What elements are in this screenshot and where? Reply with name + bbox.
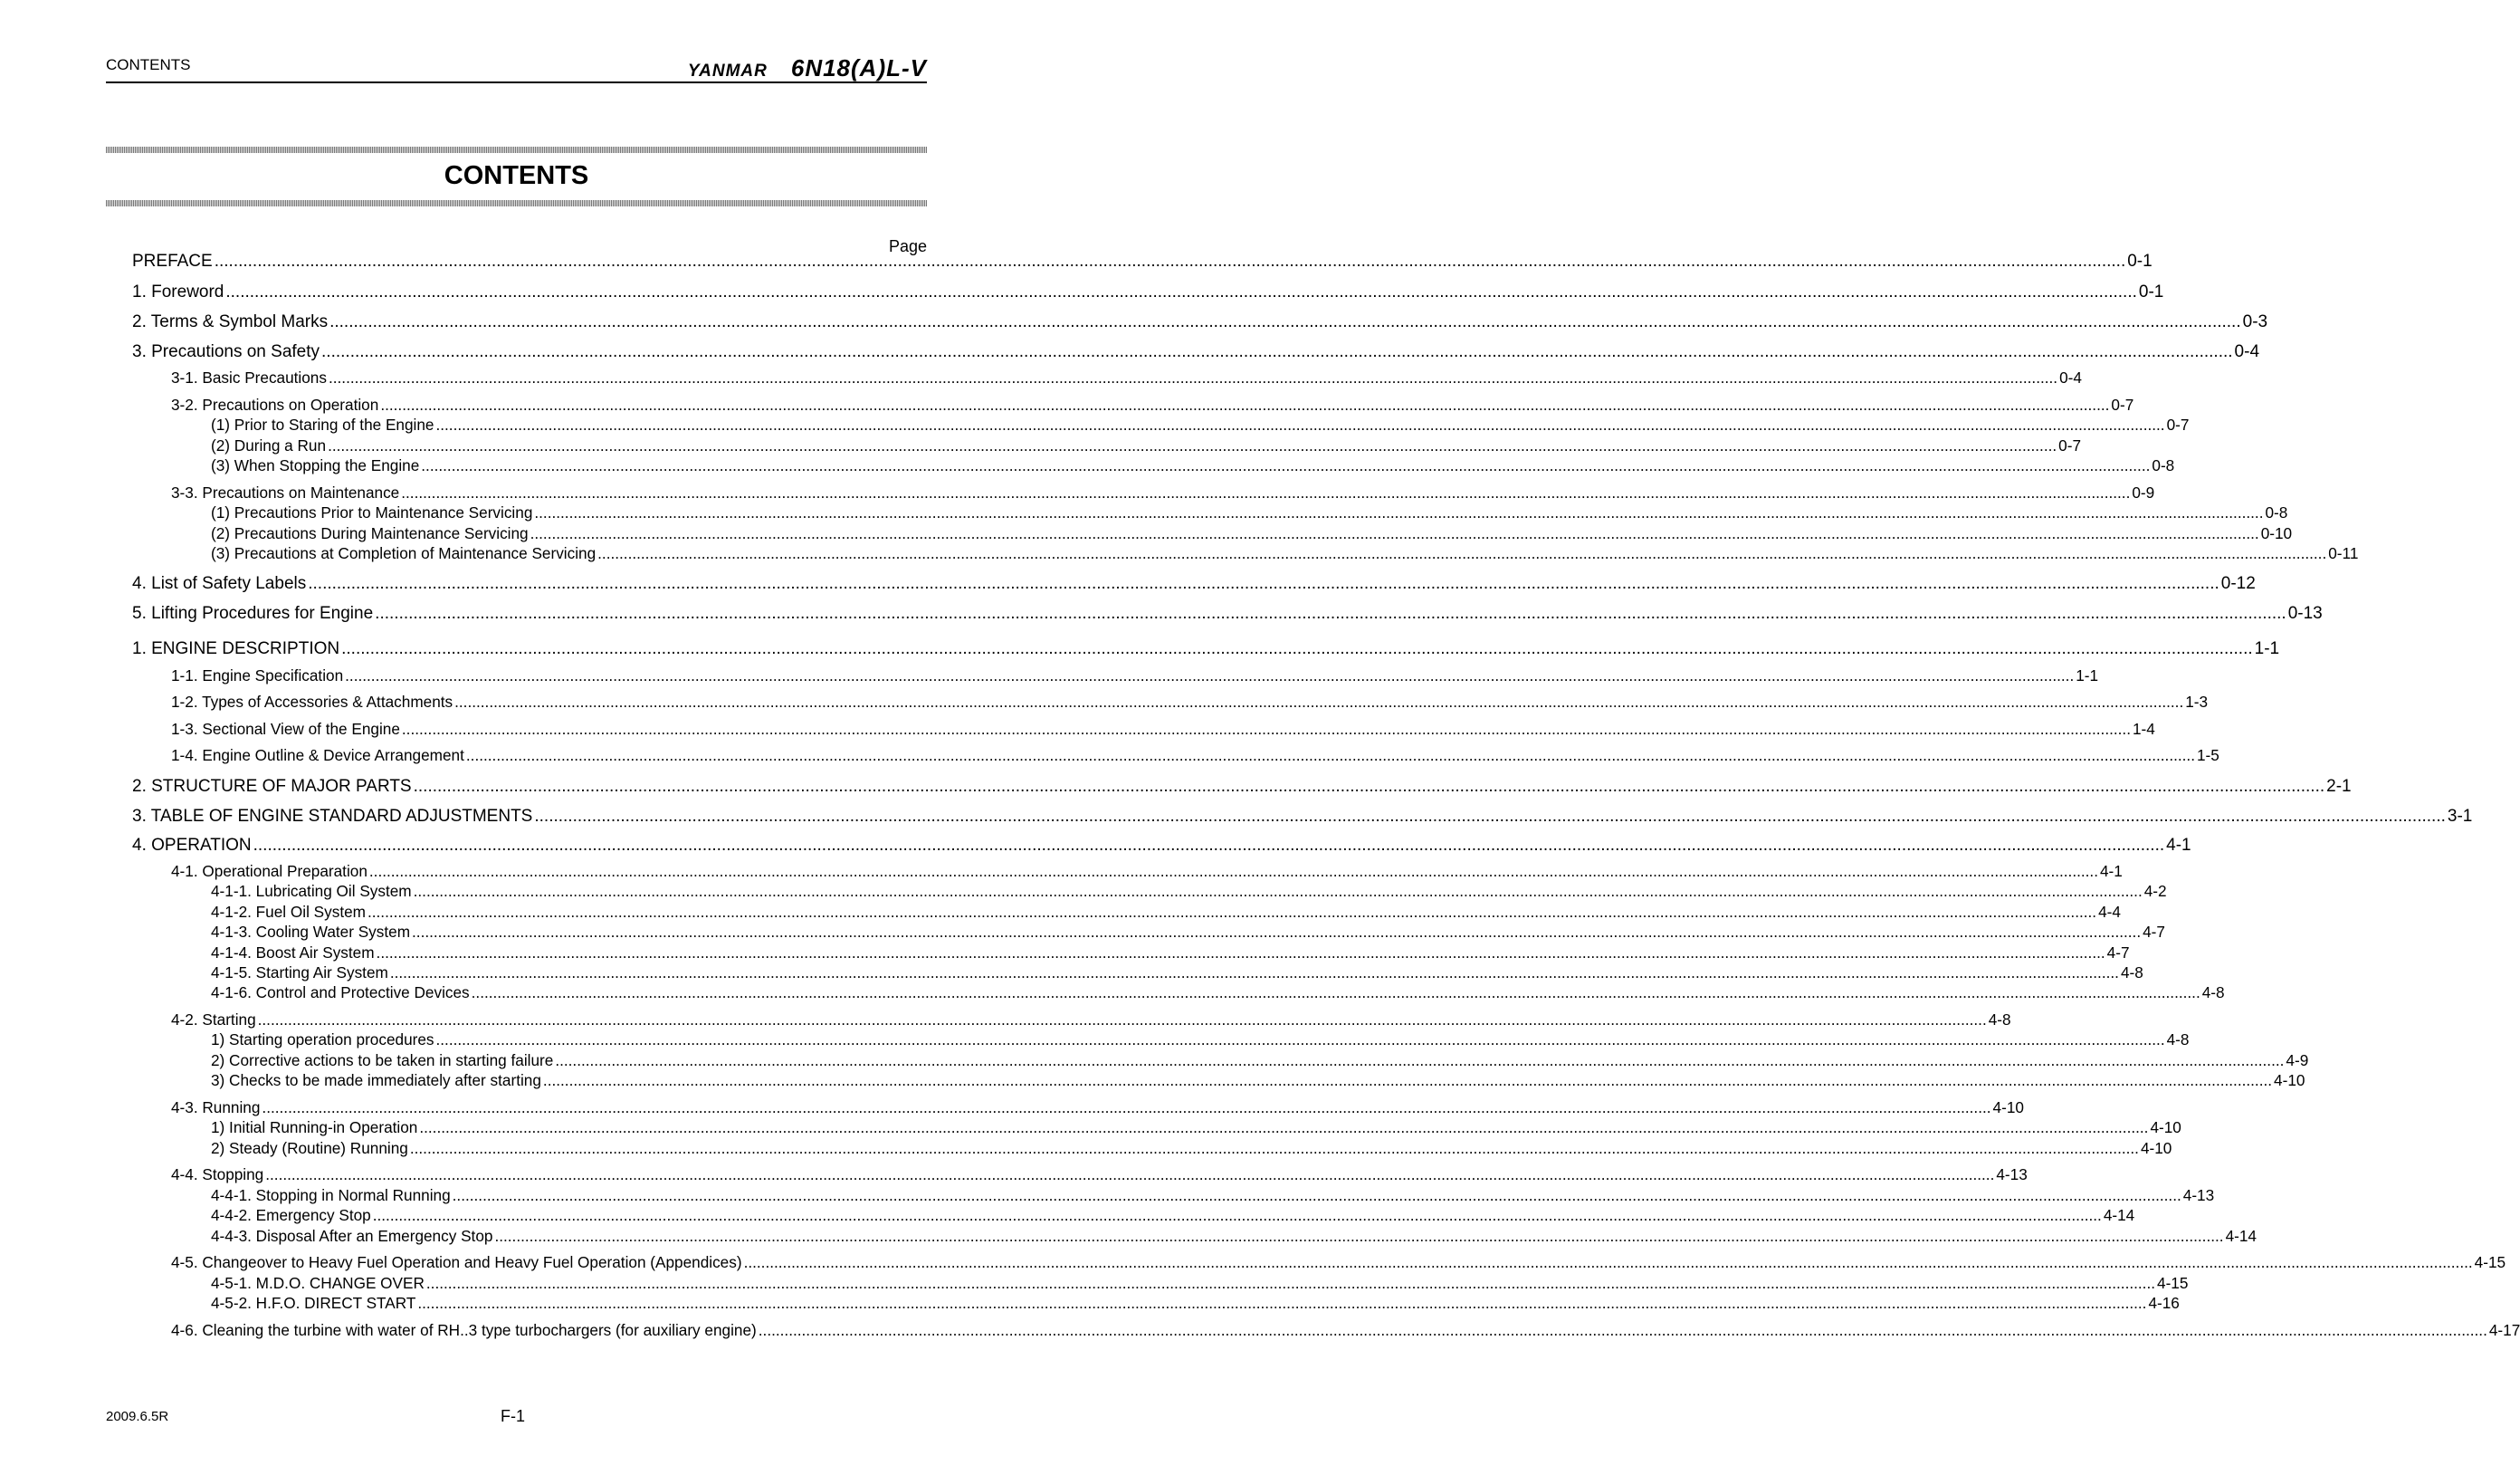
toc-dot-leader: ................................................................................................................................................................................................................................................................................................................................................................................................................ bbox=[389, 963, 2119, 981]
toc-entry bbox=[171, 1010, 2011, 1029]
brand-logo: YANMAR bbox=[687, 62, 768, 81]
toc-dot-leader: ................................................................................................................................................................................................................................................................................................................................................................................................................ bbox=[413, 777, 2325, 796]
toc-entry-title: (2) During a Run bbox=[211, 436, 327, 455]
toc-dot-leader: ................................................................................................................................................................................................................................................................................................................................................................................................................ bbox=[376, 943, 2105, 962]
header-branding bbox=[688, 54, 927, 82]
toc-entry-page: 0-3 bbox=[2242, 312, 2268, 331]
toc-entry-title: 4-4-1. Stopping in Normal Running bbox=[211, 1186, 451, 1204]
toc-entry bbox=[132, 312, 2268, 333]
toc-dot-leader: ................................................................................................................................................................................................................................................................................................................................................................................................................ bbox=[425, 1274, 2156, 1292]
toc-entry bbox=[211, 923, 2165, 942]
toc-dot-leader: ................................................................................................................................................................................................................................................................................................................................................................................................................ bbox=[597, 544, 2327, 562]
toc-entry bbox=[171, 1165, 2028, 1184]
toc-entry bbox=[132, 836, 2191, 857]
toc-entry bbox=[132, 777, 2352, 798]
toc-dot-leader: ................................................................................................................................................................................................................................................................................................................................................................................................................ bbox=[214, 252, 2126, 271]
toc-entry-page: 0-7 bbox=[2111, 396, 2134, 414]
toc-dot-leader: ................................................................................................................................................................................................................................................................................................................................................................................................................ bbox=[413, 882, 2143, 900]
toc-entry-title: 2) Corrective actions to be taken in starting failure bbox=[211, 1051, 554, 1069]
toc-dot-leader: ................................................................................................................................................................................................................................................................................................................................................................................................................ bbox=[555, 1051, 2285, 1069]
toc-dot-leader: ................................................................................................................................................................................................................................................................................................................................................................................................................ bbox=[375, 604, 2286, 623]
toc-entry-page: 4-13 bbox=[2182, 1186, 2215, 1204]
toc-entry-page: 0-11 bbox=[2328, 544, 2359, 562]
toc-entry-page: 4-9 bbox=[2286, 1051, 2309, 1069]
toc-entry bbox=[211, 544, 2359, 563]
toc-dot-leader: ................................................................................................................................................................................................................................................................................................................................................................................................................ bbox=[372, 1206, 2102, 1224]
toc-entry-title: 1-4. Engine Outline & Device Arrangement bbox=[171, 746, 464, 764]
toc-entry-title: 4-5-1. M.D.O. CHANGE OVER bbox=[211, 1274, 425, 1292]
toc-dot-leader: ................................................................................................................................................................................................................................................................................................................................................................................................................ bbox=[542, 1071, 2273, 1089]
toc-entry-page: 4-8 bbox=[2166, 1030, 2190, 1048]
toc-entry-page: 4-8 bbox=[1988, 1010, 2011, 1029]
toc-dot-leader: ................................................................................................................................................................................................................................................................................................................................................................................................................ bbox=[380, 396, 2110, 414]
toc-dot-leader: ................................................................................................................................................................................................................................................................................................................................................................................................................ bbox=[368, 862, 2098, 880]
toc-entry bbox=[171, 693, 2209, 712]
toc-entry-title: 4-1-3. Cooling Water System bbox=[211, 923, 411, 941]
toc-entry bbox=[171, 720, 2155, 739]
toc-entry-title: (1) Precautions Prior to Maintenance Servicing bbox=[211, 503, 533, 522]
toc-entry bbox=[132, 807, 2473, 828]
toc-dot-leader: ................................................................................................................................................................................................................................................................................................................................................................................................................ bbox=[401, 720, 2131, 738]
toc-dot-leader: ................................................................................................................................................................................................................................................................................................................................................................................................................ bbox=[465, 746, 2195, 764]
toc-entry-page: 1-5 bbox=[2197, 746, 2219, 764]
toc-dot-leader: ................................................................................................................................................................................................................................................................................................................................................................................................................ bbox=[421, 456, 2151, 474]
toc-dot-leader: ................................................................................................................................................................................................................................................................................................................................................................................................................ bbox=[454, 693, 2184, 711]
toc-entry bbox=[211, 1186, 2215, 1205]
toc-entry-title: 4-6. Cleaning the turbine with water of RH..3 type turbochargers (for auxiliary engine) bbox=[171, 1321, 757, 1339]
toc-dot-leader: ................................................................................................................................................................................................................................................................................................................................................................................................................ bbox=[409, 1139, 2139, 1157]
toc-entry-page: 0-12 bbox=[2220, 574, 2256, 593]
toc-entry bbox=[211, 436, 2082, 455]
toc-dot-leader: ................................................................................................................................................................................................................................................................................................................................................................................................................ bbox=[743, 1253, 2473, 1271]
toc-entry-page: 2-1 bbox=[2326, 777, 2352, 796]
toc-entry-title: (3) When Stopping the Engine bbox=[211, 456, 420, 474]
toc-entry bbox=[211, 1227, 2257, 1246]
toc-dot-leader: ................................................................................................................................................................................................................................................................................................................................................................................................................ bbox=[321, 342, 2233, 361]
toc-entry bbox=[211, 943, 2130, 962]
model-name: 6N18(A)L-V bbox=[790, 54, 927, 81]
toc-entry-title: 4-1-2. Fuel Oil System bbox=[211, 903, 366, 921]
toc-entry-page: 4-7 bbox=[2143, 923, 2165, 941]
toc-entry bbox=[132, 342, 2260, 363]
toc-dot-leader: ................................................................................................................................................................................................................................................................................................................................................................................................................ bbox=[452, 1186, 2181, 1204]
toc-entry-page: 4-10 bbox=[2140, 1139, 2172, 1157]
toc-dot-leader: ................................................................................................................................................................................................................................................................................................................................................................................................................ bbox=[308, 574, 2219, 593]
toc-entry-page: 4-15 bbox=[2474, 1253, 2506, 1271]
toc-entry bbox=[211, 963, 2143, 982]
toc-entry bbox=[171, 369, 2082, 388]
toc-entry bbox=[211, 524, 2293, 543]
toc-dot-leader: ................................................................................................................................................................................................................................................................................................................................................................................................................ bbox=[253, 836, 2165, 855]
toc-entry-page: 4-10 bbox=[2150, 1118, 2181, 1136]
toc-entry-title: 4-5-2. H.F.O. DIRECT START bbox=[211, 1294, 416, 1312]
toc-entry-title: (1) Prior to Staring of the Engine bbox=[211, 416, 434, 434]
toc-entry-title: 4-1-4. Boost Air System bbox=[211, 943, 375, 962]
toc-entry bbox=[211, 1051, 2309, 1070]
toc-entry-page: 4-8 bbox=[2201, 983, 2225, 1001]
toc-entry bbox=[132, 604, 2323, 625]
toc-entry-title: 4. List of Safety Labels bbox=[132, 574, 307, 593]
toc-entry-title: 4-1. Operational Preparation bbox=[171, 862, 368, 880]
toc-dot-leader: ................................................................................................................................................................................................................................................................................................................................................................................................................ bbox=[534, 503, 2264, 522]
toc-entry-title: 1-2. Types of Accessories & Attachments bbox=[171, 693, 453, 711]
toc-entry bbox=[132, 282, 2164, 303]
toc-entry-title: 2) Steady (Routine) Running bbox=[211, 1139, 408, 1157]
toc-dot-leader: ................................................................................................................................................................................................................................................................................................................................................................................................................ bbox=[341, 639, 2253, 658]
toc-dot-leader: ................................................................................................................................................................................................................................................................................................................................................................................................................ bbox=[345, 666, 2075, 685]
toc-dot-leader: ................................................................................................................................................................................................................................................................................................................................................................................................................ bbox=[758, 1321, 2487, 1339]
toc-entry-page: 0-4 bbox=[2234, 342, 2260, 361]
toc-entry-title: 3. Precautions on Safety bbox=[132, 342, 320, 361]
toc-entry-page: 4-8 bbox=[2120, 963, 2143, 981]
toc-entry-page: 4-4 bbox=[2098, 903, 2121, 921]
toc-entry-title: 1-3. Sectional View of the Engine bbox=[171, 720, 400, 738]
toc-entry bbox=[171, 746, 2219, 765]
toc-entry-page: 4-10 bbox=[1992, 1098, 2024, 1116]
toc-entry-page: 4-2 bbox=[2143, 882, 2167, 900]
toc-dot-leader: ................................................................................................................................................................................................................................................................................................................................................................................................................ bbox=[417, 1294, 2147, 1312]
toc-entry-title: 3-1. Basic Precautions bbox=[171, 369, 327, 387]
toc-entry-title: 2. Terms & Symbol Marks bbox=[132, 312, 329, 331]
toc-dot-leader: ................................................................................................................................................................................................................................................................................................................................................................................................................ bbox=[412, 923, 2142, 941]
toc-entry bbox=[211, 903, 2121, 922]
toc-dot-leader: ................................................................................................................................................................................................................................................................................................................................................................................................................ bbox=[534, 807, 2446, 826]
page-column-label: Page bbox=[888, 237, 927, 255]
toc-entry-page: 4-17 bbox=[2488, 1321, 2520, 1339]
toc-dot-leader: ................................................................................................................................................................................................................................................................................................................................................................................................................ bbox=[262, 1098, 1991, 1116]
toc-entry bbox=[171, 1253, 2506, 1272]
toc-entry-page: 1-1 bbox=[2076, 666, 2099, 685]
toc-entry-title: 1. Foreword bbox=[132, 282, 224, 302]
toc-entry-page: 4-1 bbox=[2166, 836, 2191, 855]
toc-entry-title: 4-5. Changeover to Heavy Fuel Operation and Heavy Fuel Operation (Appendices) bbox=[171, 1253, 742, 1271]
toc-entry bbox=[211, 882, 2167, 901]
toc-entry-page: 1-1 bbox=[2254, 639, 2280, 658]
toc-entry-title: 4-1-1. Lubricating Oil System bbox=[211, 882, 412, 900]
toc-dot-leader: ................................................................................................................................................................................................................................................................................................................................................................................................................ bbox=[257, 1010, 1987, 1029]
toc-entry bbox=[211, 503, 2288, 522]
toc-entry-title: PREFACE bbox=[132, 252, 213, 271]
toc-entry bbox=[132, 252, 2152, 273]
toc-entry-title: 1-1. Engine Specification bbox=[171, 666, 344, 685]
toc-dot-leader: ................................................................................................................................................................................................................................................................................................................................................................................................................ bbox=[471, 983, 2200, 1001]
toc-dot-leader: ................................................................................................................................................................................................................................................................................................................................................................................................................ bbox=[419, 1118, 2149, 1136]
toc-dot-leader: ................................................................................................................................................................................................................................................................................................................................................................................................................ bbox=[494, 1227, 2224, 1245]
toc-entry-title: 4-3. Running bbox=[171, 1098, 261, 1116]
toc-entry-page: 0-9 bbox=[2132, 484, 2155, 502]
toc-entry bbox=[171, 666, 2099, 685]
toc-entry bbox=[171, 862, 2123, 881]
toc-entry-page: 1-3 bbox=[2185, 693, 2209, 711]
toc-dot-leader: ................................................................................................................................................................................................................................................................................................................................................................................................................ bbox=[435, 416, 2165, 434]
toc-entry-title: 4-4-2. Emergency Stop bbox=[211, 1206, 371, 1224]
toc-entry bbox=[171, 1098, 2024, 1117]
toc-entry-page: 4-13 bbox=[1996, 1165, 2028, 1183]
title-rule-top bbox=[106, 147, 927, 153]
toc-entry-page: 1-4 bbox=[2133, 720, 2155, 738]
toc-entry-page: 0-4 bbox=[2059, 369, 2082, 387]
toc-entry-title: 4-1-6. Control and Protective Devices bbox=[211, 983, 470, 1001]
toc-entry-page: 4-16 bbox=[2148, 1294, 2180, 1312]
toc-entry bbox=[171, 484, 2155, 503]
toc-entry-page: 0-13 bbox=[2287, 604, 2323, 623]
toc-entry bbox=[211, 983, 2225, 1002]
toc-dot-leader: ................................................................................................................................................................................................................................................................................................................................................................................................................ bbox=[328, 436, 2057, 455]
toc-entry-title: (2) Precautions During Maintenance Servicing bbox=[211, 524, 529, 542]
toc-entry bbox=[171, 396, 2134, 415]
toc-entry bbox=[132, 574, 2256, 595]
toc-entry bbox=[211, 1274, 2189, 1293]
header-section-label: CONTENTS bbox=[106, 56, 191, 73]
toc-entry-title: 4-4. Stopping bbox=[171, 1165, 264, 1183]
toc-entry-title: 3) Checks to be made immediately after starting bbox=[211, 1071, 541, 1089]
toc-entry-title: (3) Precautions at Completion of Maintenance Servicing bbox=[211, 544, 597, 562]
toc-entry bbox=[211, 1206, 2135, 1225]
toc-dot-leader: ................................................................................................................................................................................................................................................................................................................................................................................................................ bbox=[329, 312, 2241, 331]
toc-entry-page: 3-1 bbox=[2447, 807, 2473, 826]
toc-entry bbox=[171, 1321, 2520, 1340]
toc-entry-page: 4-15 bbox=[2157, 1274, 2189, 1292]
toc-entry-page: 0-1 bbox=[2127, 252, 2152, 271]
toc-entry bbox=[132, 639, 2280, 660]
toc-entry-page: 4-14 bbox=[2225, 1227, 2257, 1245]
toc-dot-leader: ................................................................................................................................................................................................................................................................................................................................................................................................................ bbox=[401, 484, 2131, 502]
toc-entry-page: 0-7 bbox=[2058, 436, 2082, 455]
toc-entry-title: 1) Starting operation procedures bbox=[211, 1030, 434, 1048]
toc-entry-page: 4-10 bbox=[2274, 1071, 2305, 1089]
toc-entry-title: 3. TABLE OF ENGINE STANDARD ADJUSTMENTS bbox=[132, 807, 533, 826]
toc-entry bbox=[211, 1118, 2181, 1137]
toc-entry-title: 3-2. Precautions on Operation bbox=[171, 396, 379, 414]
toc-entry bbox=[211, 1139, 2172, 1158]
toc-entry-title: 1) Initial Running-in Operation bbox=[211, 1118, 418, 1136]
toc-entry-title: 4. OPERATION bbox=[132, 836, 252, 855]
page-header bbox=[106, 54, 927, 83]
toc-dot-leader: ................................................................................................................................................................................................................................................................................................................................................................................................................ bbox=[225, 282, 2137, 302]
toc-entry bbox=[211, 1030, 2190, 1049]
toc-entry-page: 4-7 bbox=[2106, 943, 2130, 962]
toc-entry-title: 4-1-5. Starting Air System bbox=[211, 963, 388, 981]
toc-entry-title: 2. STRUCTURE OF MAJOR PARTS bbox=[132, 777, 412, 796]
toc-entry-page: 0-8 bbox=[2265, 503, 2288, 522]
toc-entry bbox=[211, 416, 2190, 435]
toc-entry-page: 4-1 bbox=[2100, 862, 2123, 880]
toc-dot-leader: ................................................................................................................................................................................................................................................................................................................................................................................................................ bbox=[328, 369, 2058, 387]
toc-entry-title: 4-4-3. Disposal After an Emergency Stop bbox=[211, 1227, 493, 1245]
toc-entry-page: 4-14 bbox=[2103, 1206, 2135, 1224]
toc-entry-page: 0-8 bbox=[2152, 456, 2175, 474]
toc-dot-leader: ................................................................................................................................................................................................................................................................................................................................................................................................................ bbox=[265, 1165, 1995, 1183]
toc-entry-page: 0-7 bbox=[2166, 416, 2190, 434]
title-rule-bottom bbox=[106, 200, 927, 206]
toc-entry-page: 0-1 bbox=[2138, 282, 2164, 302]
toc-entry-page: 0-10 bbox=[2260, 524, 2293, 542]
toc-entry-title: 4-2. Starting bbox=[171, 1010, 256, 1029]
toc-dot-leader: ................................................................................................................................................................................................................................................................................................................................................................................................................ bbox=[367, 903, 2097, 921]
toc-entry bbox=[211, 1071, 2305, 1090]
page-title: CONTENTS bbox=[444, 161, 589, 190]
footer-page-number: F-1 bbox=[501, 1407, 525, 1425]
footer-date: 2009.6.5R bbox=[106, 1409, 169, 1424]
toc-dot-leader: ................................................................................................................................................................................................................................................................................................................................................................................................................ bbox=[530, 524, 2259, 542]
toc-entry-title: 1. ENGINE DESCRIPTION bbox=[132, 639, 340, 658]
toc-entry-title: 3-3. Precautions on Maintenance bbox=[171, 484, 400, 502]
toc-entry bbox=[211, 456, 2175, 475]
toc-entry-title: 5. Lifting Procedures for Engine bbox=[132, 604, 374, 623]
toc-entry bbox=[211, 1294, 2180, 1313]
toc-dot-leader: ................................................................................................................................................................................................................................................................................................................................................................................................................ bbox=[435, 1030, 2165, 1048]
